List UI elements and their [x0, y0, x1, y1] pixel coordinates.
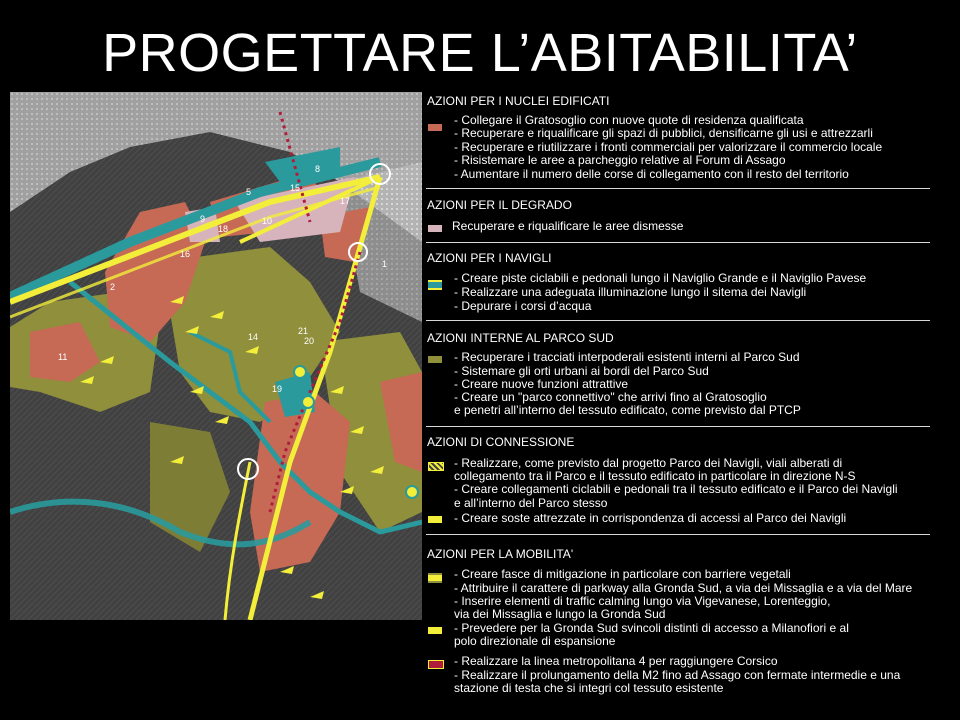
legend-item: collegamento tra il Parco e il tessuto edificato in particolare in direzione N-S — [454, 469, 856, 483]
arrow-yellow-swatch — [428, 516, 442, 523]
hatched-yellow-swatch — [428, 462, 444, 471]
map-label: 14 — [248, 332, 259, 342]
map-label: 17 — [340, 196, 351, 206]
legend-divider — [426, 320, 930, 321]
map-label: 18 — [218, 224, 229, 234]
legend-panel — [422, 88, 936, 703]
map-label: 9 — [200, 214, 206, 224]
map-label: 5 — [246, 187, 252, 197]
legend-item: - Creare soste attrezzate in corrispondenza di accessi al Parco dei Navigli — [454, 511, 847, 525]
map-label: 15 — [290, 183, 301, 193]
accesso-parco — [406, 486, 418, 498]
parco-olive-swatch — [428, 356, 442, 363]
map-label: 8 — [315, 164, 321, 174]
legend-item: - Realizzare una adeguata illuminazione lungo il sitema dei Navigli — [454, 285, 807, 299]
map-label: 2 — [110, 282, 116, 292]
legend-item: - Attribuire il carattere di parkway alla Gronda Sud, a via dei Missaglia e a via del Mare — [454, 581, 913, 595]
planning-map — [10, 92, 422, 620]
map-label: 19 — [272, 384, 283, 394]
legend-item: - Recuperare i tracciati interpoderali esistenti interni al Parco Sud — [454, 350, 800, 364]
map-label: 16 — [180, 249, 191, 259]
navigli-lines-swatch — [428, 280, 442, 290]
legend-item: - Sistemare gli orti urbani ai bordi del Parco Sud — [454, 364, 709, 378]
legend-item: - Realizzare il prolungamento della M2 fino ad Assago con fermate intermedie e una — [454, 668, 901, 682]
page-title: PROGETTARE L’ABITABILITA’ — [102, 23, 858, 83]
legend-item: - Creare un "parco connettivo" che arrivi fino al Gratosoglio — [454, 390, 767, 404]
legend-item: - Recuperare e riutilizzare i fronti commerciali per valorizzare il commercio locale — [454, 140, 883, 154]
legend-item: e all’interno del Parco stesso — [454, 496, 608, 510]
legend-item: - Creare collegamenti ciclabili e pedonali tra il tessuto edificato e il Parco dei Navigli — [454, 482, 898, 496]
accesso-parco — [302, 396, 314, 408]
legend-divider — [426, 426, 930, 427]
degrado-pink-swatch — [428, 225, 442, 232]
legend-item: - Realizzare, come previsto dal progetto Parco dei Navigli, viali alberati di — [454, 456, 843, 470]
legend-section-title: AZIONI PER I NAVIGLI — [427, 251, 552, 265]
legend-item: - Depurare i corsi d’acqua — [454, 299, 592, 313]
legend-divider — [426, 188, 930, 189]
legend-item: Recuperare e riqualificare le aree dismesse — [452, 219, 684, 233]
legend-item: - Risistemare le aree a parcheggio relative al Forum di Assago — [454, 153, 786, 167]
legend-item: polo direzionale di espansione — [454, 634, 616, 648]
circle-yellow-swatch — [428, 627, 442, 634]
legend-item: - Prevedere per la Gronda Sud svincoli distinti di accesso a Milanofiori e al — [454, 621, 849, 635]
legend-item: - Inserire elementi di traffic calming lungo via Vigevanese, Lorenteggio, — [454, 594, 831, 608]
metro-red-swatch — [428, 660, 444, 669]
legend-item: - Creare nuove funzioni attrattive — [454, 377, 629, 391]
legend-divider — [426, 534, 930, 535]
map-label: 1 — [382, 259, 388, 269]
legend-item: - Realizzare la linea metropolitana 4 per raggiungere Corsico — [454, 654, 778, 668]
road-band-swatch — [428, 573, 442, 583]
legend-section-title: AZIONI DI CONNESSIONE — [427, 435, 575, 449]
legend-item: stazione di testa che si integri col tessuto esistente — [454, 681, 724, 695]
map-label: 10 — [262, 216, 273, 226]
legend-item: - Collegare il Gratosoglio con nuove quote di residenza qualificata — [454, 113, 804, 127]
map-label: 11 — [58, 352, 68, 362]
accesso-parco — [294, 366, 306, 378]
legend-section-title: AZIONI PER IL DEGRADO — [427, 198, 572, 212]
legend-item: - Recuperare e riqualificare gli spazi di pubblici, densificarne gli usi e attrezzarli — [454, 126, 873, 140]
legend-divider — [426, 242, 930, 243]
legend-item: - Creare fasce di mitigazione in particolare con barriere vegetali — [454, 567, 791, 581]
legend-section-title: AZIONI PER I NUCLEI EDIFICATI — [427, 94, 610, 108]
legend-section-title: AZIONI PER LA MOBILITA' — [427, 547, 574, 561]
urban-red-swatch — [428, 124, 442, 131]
legend-item: via dei Missaglia e lungo la Gronda Sud — [454, 607, 666, 621]
legend-item: e penetri all’interno del tessuto edificato, come previsto dal PTCP — [454, 403, 801, 417]
legend-item: - Aumentare il numero delle corse di collegamento con il resto del territorio — [454, 167, 849, 181]
map-label: 21 — [298, 326, 309, 336]
legend-section-title: AZIONI INTERNE AL PARCO SUD — [427, 331, 614, 345]
map-label: 20 — [304, 336, 315, 346]
legend-item: - Creare piste ciclabili e pedonali lungo il Naviglio Grande e il Naviglio Pavese — [454, 271, 867, 285]
